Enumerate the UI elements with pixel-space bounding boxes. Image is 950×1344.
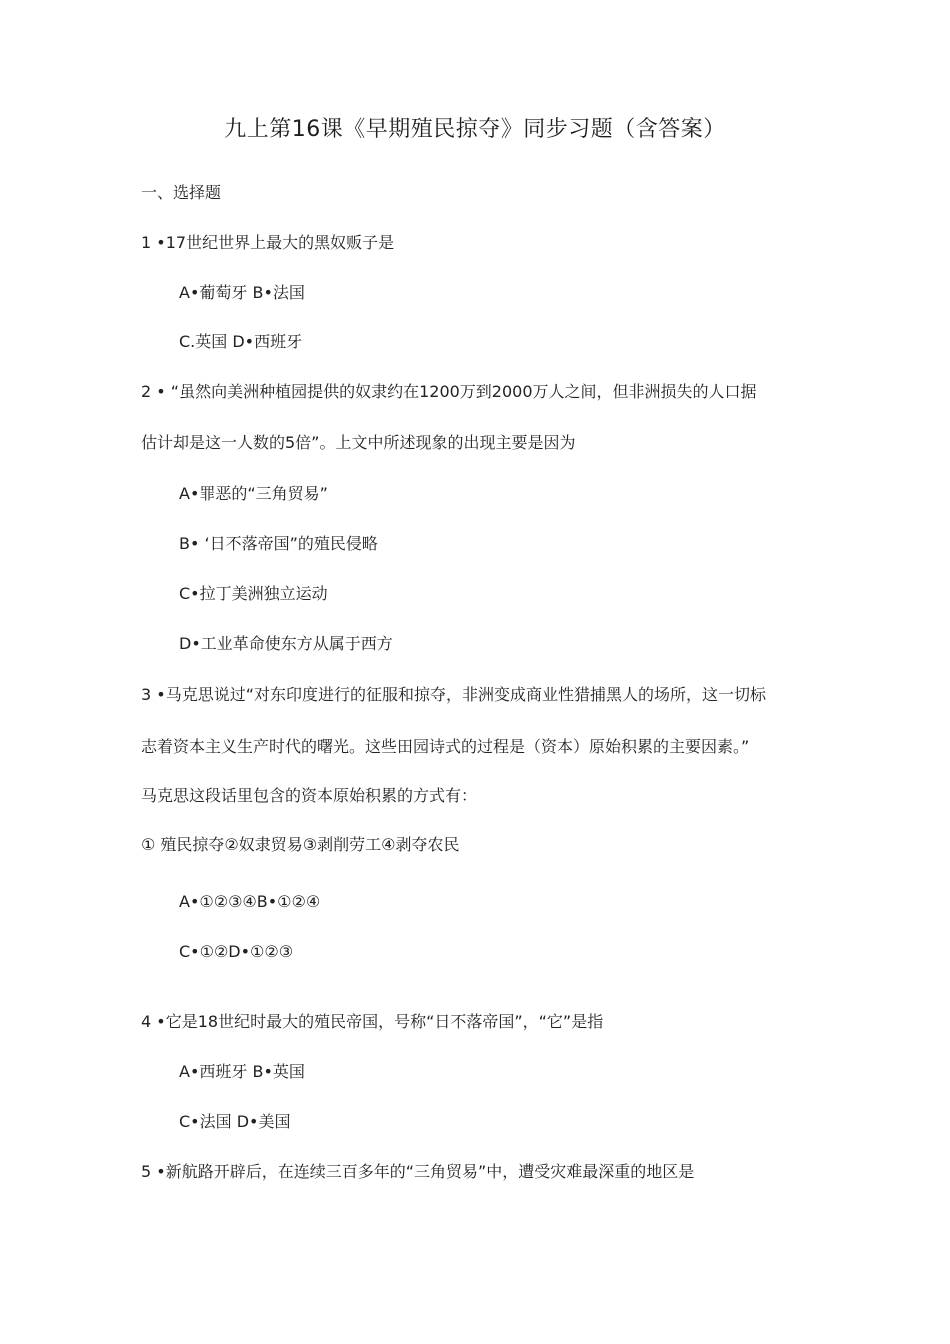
document-title: 九上第16课《早期殖民掠夺》同步习题（含答案） [224,117,726,142]
question-2-option-d: D•工业革命使东方从属于西方 [179,634,393,653]
question-1-stem: 1 •17世纪世界上最大的黑奴贩子是 [141,233,395,252]
question-3-option-line-1: A•①②③④B•①②④ [179,892,321,911]
question-4-option-line-1: A•西班牙 B•英国 [179,1062,305,1081]
question-1-option-line-1: A•葡萄牙 B•法国 [179,283,305,302]
question-3-stem-line-1: 3 •马克思说过“对东印度进行的征服和掠夺，非洲变成商业性猎捕黑人的场所，这一切标 [141,685,766,704]
question-2-option-a: A•罪恶的“三角贸易” [179,484,328,503]
question-2-stem-line-1: 2 • “虽然向美洲种植园提供的奴隶约在1200万到2000万人之间，但非洲损失的人口据 [141,382,757,401]
question-1-option-line-2: C.英国 D•西班牙 [179,332,303,351]
question-2-option-c: C•拉丁美洲独立运动 [179,584,328,603]
question-3-stem-line-3: 马克思这段话里包含的资本原始积累的方式有： [141,786,478,805]
question-3-option-line-2: C•①②D•①②③ [179,942,294,961]
question-2-option-b: B• ‘日不落帝国”的殖民侵略 [179,534,378,553]
question-5-stem: 5 •新航路开辟后，在连续三百多年的“三角贸易”中，遭受灾难最深重的地区是 [141,1162,695,1181]
question-4-stem: 4 •它是18世纪时最大的殖民帝国，号称“日不落帝国”，“它”是指 [141,1012,604,1031]
question-2-stem-line-2: 估计却是这一人数的5倍”。上文中所述现象的出现主要是因为 [141,433,576,452]
section-heading: 一、选择题 [141,183,222,202]
question-3-stem-line-2: 志着资本主义生产时代的曙光。这些田园诗式的过程是（资本）原始积累的主要因素。” [141,737,750,756]
question-4-option-line-2: C•法国 D•美国 [179,1112,291,1131]
question-3-stem-line-4: ① 殖民掠夺②奴隶贸易③剥削劳工④剥夺农民 [141,835,460,854]
